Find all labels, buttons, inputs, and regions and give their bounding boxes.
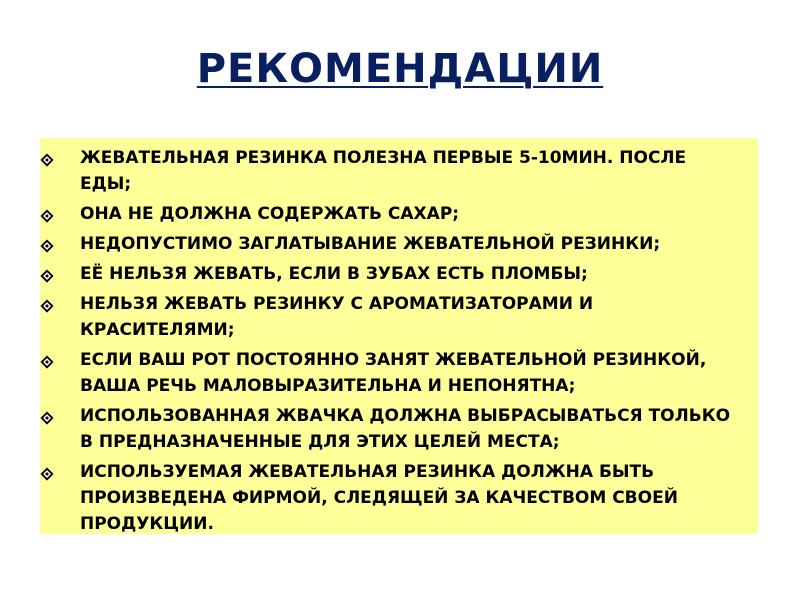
recommendations-list bbox=[40, 138, 740, 537]
list-item-text: ЖЕВАТЕЛЬНАЯ РЕЗИНКА ПОЛЕЗНА ПЕРВЫЕ 5-10МИН. ПОСЛЕ ЕДЫ; bbox=[80, 148, 687, 194]
list-item bbox=[40, 201, 740, 227]
list-item-text: ОНА НЕ ДОЛЖНА СОДЕРЖАТЬ САХАР; bbox=[80, 204, 460, 224]
list-item bbox=[40, 347, 740, 399]
diamond-ornament-icon bbox=[40, 411, 54, 425]
list-item-text: ИСПОЛЬЗУЕМАЯ ЖЕВАТЕЛЬНАЯ РЕЗИНКА ДОЛЖНА БЫТЬ ПРОИЗВЕДЕНА ФИРМОЙ, СЛЕДЯЩЕЙ ЗА КАЧЕСТВОМ СВОЕЙ ПРОДУКЦИИ. bbox=[80, 462, 678, 534]
list-item-text: НЕЛЬЗЯ ЖЕВАТЬ РЕЗИНКУ С АРОМАТИЗАТОРАМИ И КРАСИТЕЛЯМИ; bbox=[80, 294, 594, 340]
diamond-ornament-icon bbox=[40, 239, 54, 253]
diamond-ornament-icon bbox=[40, 209, 54, 223]
list-item bbox=[40, 231, 740, 257]
list-item bbox=[40, 459, 740, 537]
diamond-ornament-icon bbox=[40, 355, 54, 369]
diamond-ornament-icon bbox=[40, 299, 54, 313]
slide-title: РЕКОМЕНДАЦИИ bbox=[196, 46, 604, 92]
list-item bbox=[40, 291, 740, 343]
diamond-ornament-icon bbox=[40, 153, 54, 167]
list-item-text: ЕЁ НЕЛЬЗЯ ЖЕВАТЬ, ЕСЛИ В ЗУБАХ ЕСТЬ ПЛОМБЫ; bbox=[80, 264, 588, 284]
list-item-text: ЕСЛИ ВАШ РОТ ПОСТОЯННО ЗАНЯТ ЖЕВАТЕЛЬНОЙ РЕЗИНКОЙ, ВАША РЕЧЬ МАЛОВЫРАЗИТЕЛЬНА И НЕПОНЯТНА; bbox=[80, 350, 707, 396]
diamond-ornament-icon bbox=[40, 467, 54, 481]
list-item-text: ИСПОЛЬЗОВАННАЯ ЖВАЧКА ДОЛЖНА ВЫБРАСЫВАТЬСЯ ТОЛЬКО В ПРЕДНАЗНАЧЕННЫЕ ДЛЯ ЭТИХ ЦЕЛЕЙ МЕСТА; bbox=[80, 406, 731, 452]
list-item bbox=[40, 145, 740, 197]
list-item bbox=[40, 261, 740, 287]
list-item-text: НЕДОПУСТИМО ЗАГЛАТЫВАНИЕ ЖЕВАТЕЛЬНОЙ РЕЗИНКИ; bbox=[80, 234, 661, 254]
list-item bbox=[40, 403, 740, 455]
diamond-ornament-icon bbox=[40, 269, 54, 283]
